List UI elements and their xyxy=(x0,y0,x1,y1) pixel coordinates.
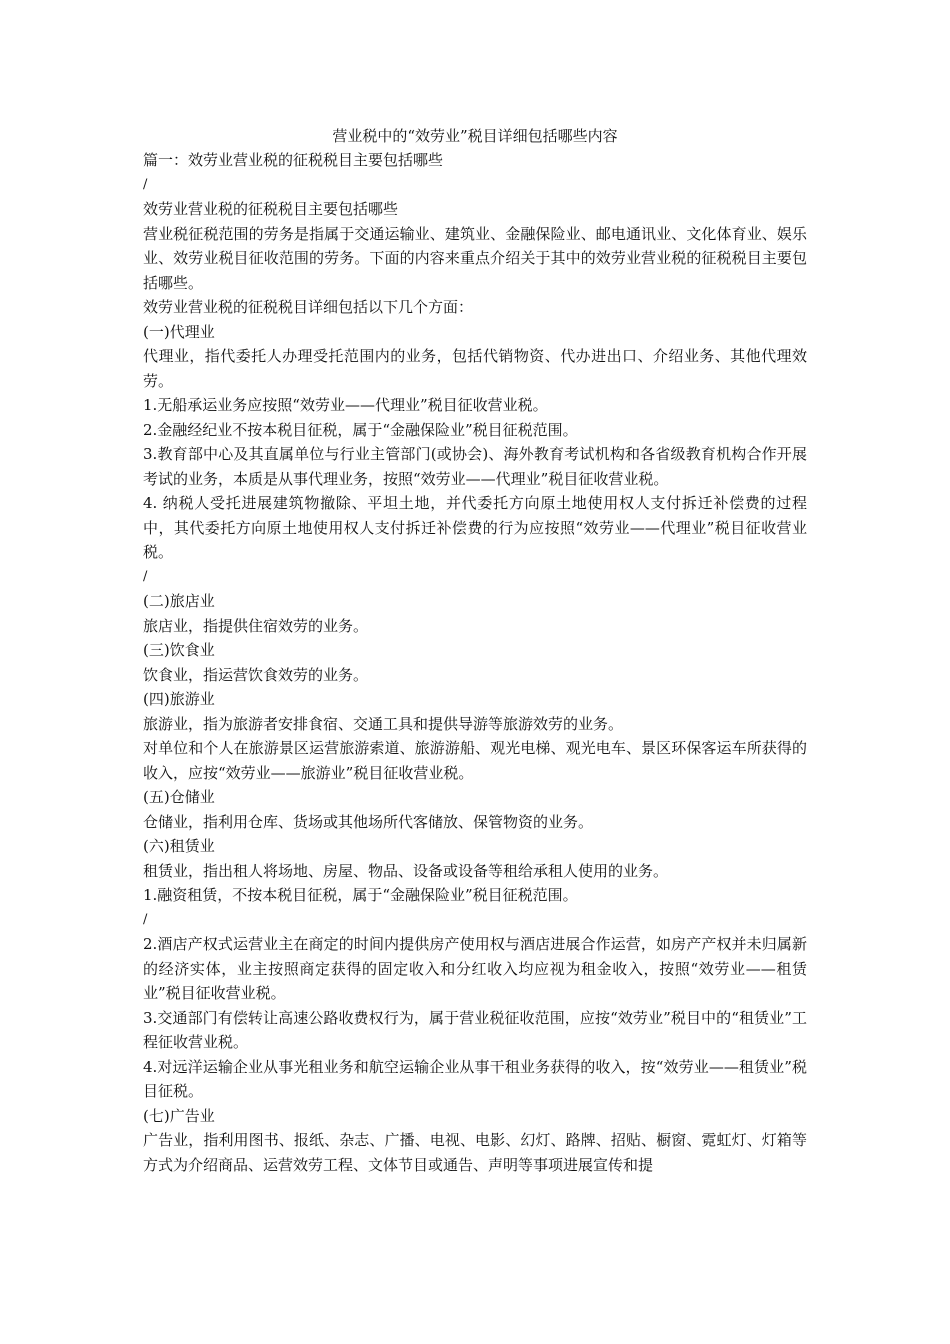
list-item: 3.交通部门有偿转让高速公路收费权行为，属于营业税征收范围，应按“效劳业”税目中的“租赁业”工程征收营业税。 xyxy=(143,1008,807,1051)
separator-slash: / xyxy=(143,176,148,192)
paragraph: 效劳业营业税的征税税目详细包括以下几个方面： xyxy=(143,298,474,316)
section-heading: (四)旅游业 xyxy=(143,690,215,708)
list-item: 4.对远洋运输企业从事光租业务和航空运输企业从事干租业务获得的收入，按“效劳业——租赁业”税目征税。 xyxy=(143,1057,807,1100)
section-heading: (五)仓储业 xyxy=(143,788,215,806)
list-item: 2.金融经纪业不按本税目征税，属于“金融保险业”税目征税范围。 xyxy=(143,420,578,439)
section-heading: (二)旅店业 xyxy=(143,592,215,610)
list-item: 4. 纳税人受托进展建筑物撤除、平坦土地，并代委托方向原土地使用权人支付拆迁补偿费的过程中，其代委托方向原土地使用权人支付拆迁补偿费的行为应按照“效劳业——代理业”税目征收营业税。 xyxy=(143,494,807,561)
paragraph: 代理业，指代委托人办理受托范围内的业务，包括代销物资、代办进出口、介绍业务、其他代理效劳。 xyxy=(143,347,807,390)
separator-slash: / xyxy=(143,568,148,584)
separator-slash: / xyxy=(143,911,148,927)
section-heading: (七)广告业 xyxy=(143,1106,215,1125)
section-heading: (六)租赁业 xyxy=(143,837,215,855)
paragraph: 篇一：效劳业营业税的征税税目主要包括哪些 xyxy=(143,151,444,169)
paragraph: 仓储业，指利用仓库、货场或其他场所代客储放、保管物资的业务。 xyxy=(143,812,594,831)
paragraph: 旅店业，指提供住宿效劳的业务。 xyxy=(143,616,369,635)
list-item: 1.融资租赁，不按本税目征税，属于“金融保险业”税目征税范围。 xyxy=(143,886,578,904)
list-item: 1.无船承运业务应按照“效劳业——代理业”税目征收营业税。 xyxy=(143,396,548,414)
paragraph: 饮食业，指运营饮食效劳的业务。 xyxy=(143,665,369,684)
section-heading: (三)饮食业 xyxy=(143,641,215,659)
paragraph: 效劳业营业税的征税税目主要包括哪些 xyxy=(143,200,399,218)
paragraph: 营业税征税范围的劳务是指属于交通运输业、建筑业、金融保险业、邮电通讯业、文化体育业、娱乐业、效劳业税目征收范围的劳务。下面的内容来重点介绍关于其中的效劳业营业税的征税税目主要包括哪些。 xyxy=(143,224,807,292)
paragraph: 租赁业，指出租人将场地、房屋、物品、设备或设备等租给承租人使用的业务。 xyxy=(143,861,669,880)
list-item: 3.教育部中心及其直属单位与行业主管部门(或协会)、海外教育考试机构和各省级教育机构合作开展考试的业务，本质是从事代理业务，按照“效劳业——代理业”税目征收营业税。 xyxy=(143,445,807,488)
document-title: 营业税中的“效劳业”税目详细包括哪些内容 xyxy=(332,127,618,145)
paragraph: 对单位和个人在旅游景区运营旅游索道、旅游游船、观光电梯、观光电车、景区环保客运车所获得的收入，应按“效劳业——旅游业”税目征收营业税。 xyxy=(143,739,807,782)
document-page xyxy=(143,124,807,1177)
paragraph: 旅游业，指为旅游者安排食宿、交通工具和提供导游等旅游效劳的业务。 xyxy=(143,714,624,733)
paragraph: 广告业，指利用图书、报纸、杂志、广播、电视、电影、幻灯、路牌、招贴、橱窗、霓虹灯、灯箱等方式为介绍商品、运营效劳工程、文体节目或通告、声明等事项进展宣传和提 xyxy=(143,1131,807,1174)
list-item: 2.酒店产权式运营业主在商定的时间内提供房产使用权与酒店进展合作运营，如房产产权并未归属新的经济实体，业主按照商定获得的固定收入和分红收入均应视为租金收入，按照“效劳业——租赁业”税目征收营业税。 xyxy=(143,935,807,1002)
section-heading: (一)代理业 xyxy=(143,322,215,341)
